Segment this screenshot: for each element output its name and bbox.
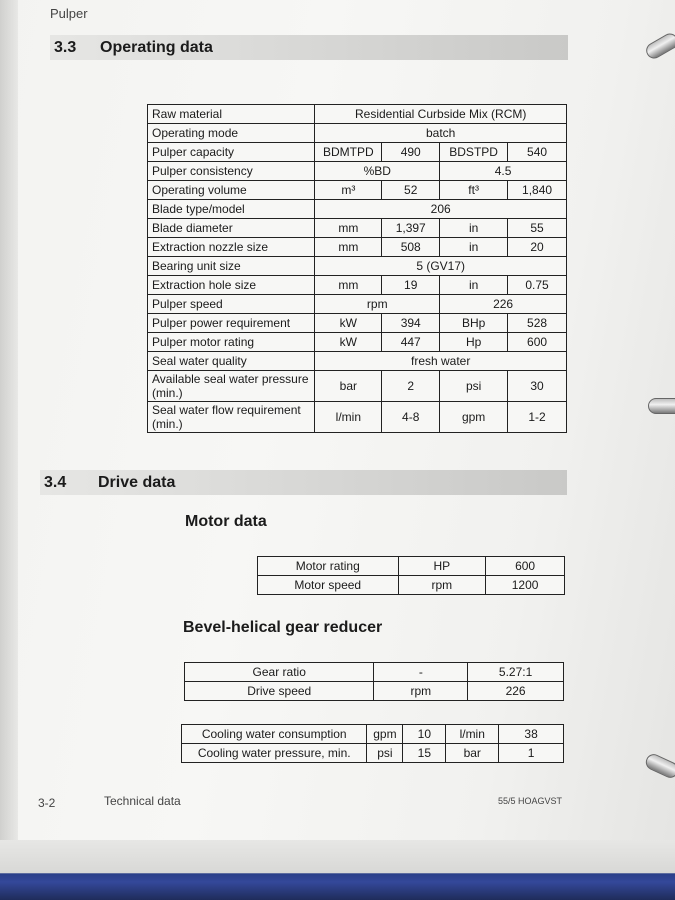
section-title: Operating data bbox=[100, 38, 213, 56]
row-value: 600 bbox=[486, 557, 565, 576]
row-value: psi bbox=[367, 744, 403, 763]
row-value: gpm bbox=[367, 725, 403, 744]
section-title: Drive data bbox=[98, 473, 176, 491]
binding-edge bbox=[0, 0, 18, 900]
row-value: 1,397 bbox=[382, 219, 440, 238]
row-label: Operating volume bbox=[148, 181, 315, 200]
row-label: Extraction hole size bbox=[148, 276, 315, 295]
row-value: 52 bbox=[382, 181, 440, 200]
footer-doc-code: 55/5 HOAGVST bbox=[498, 796, 563, 806]
row-value: 508 bbox=[382, 238, 440, 257]
row-value: bar bbox=[446, 744, 499, 763]
table-row bbox=[148, 238, 567, 257]
row-value: bar bbox=[315, 371, 382, 402]
row-value: 394 bbox=[382, 314, 440, 333]
row-value: kW bbox=[315, 333, 382, 352]
row-value: BDMTPD bbox=[315, 143, 382, 162]
row-value: ft³ bbox=[440, 181, 508, 200]
row-value: 5 (GV17) bbox=[315, 257, 567, 276]
row-value: in bbox=[440, 238, 508, 257]
gear-reducer-table bbox=[184, 662, 564, 701]
row-value: 4.5 bbox=[440, 162, 567, 181]
table-row bbox=[185, 682, 564, 701]
row-value: rpm bbox=[398, 576, 486, 595]
row-value: batch bbox=[315, 124, 567, 143]
row-value: l/min bbox=[315, 402, 382, 433]
table-row bbox=[148, 200, 567, 219]
row-label: Extraction nozzle size bbox=[148, 238, 315, 257]
row-value: 20 bbox=[508, 238, 567, 257]
row-value: 55 bbox=[508, 219, 567, 238]
row-value: 226 bbox=[468, 682, 564, 701]
section-number: 3.4 bbox=[44, 473, 67, 491]
row-value: fresh water bbox=[315, 352, 567, 371]
row-value: 226 bbox=[440, 295, 567, 314]
row-value: 30 bbox=[508, 371, 567, 402]
row-value: m³ bbox=[315, 181, 382, 200]
row-value: BDSTPD bbox=[440, 143, 508, 162]
row-value: Hp bbox=[440, 333, 508, 352]
row-value: rpm bbox=[315, 295, 440, 314]
row-value: 4-8 bbox=[382, 402, 440, 433]
row-label: Seal water quality bbox=[148, 352, 315, 371]
row-value: in bbox=[440, 276, 508, 295]
row-value: 15 bbox=[403, 744, 446, 763]
row-value: rpm bbox=[374, 682, 468, 701]
gear-reducer-heading: Bevel-helical gear reducer bbox=[183, 619, 383, 636]
table-row bbox=[258, 576, 565, 595]
row-value: - bbox=[374, 663, 468, 682]
row-label: Pulper motor rating bbox=[148, 333, 315, 352]
row-value: 1200 bbox=[486, 576, 565, 595]
table-row bbox=[148, 295, 567, 314]
table-row bbox=[148, 219, 567, 238]
row-value: 528 bbox=[508, 314, 567, 333]
row-label: Drive speed bbox=[185, 682, 374, 701]
section-bar-3-3 bbox=[50, 35, 568, 60]
row-value: 1 bbox=[499, 744, 564, 763]
row-label: Seal water flow requirement (min.) bbox=[148, 402, 315, 433]
row-label: Pulper power requirement bbox=[148, 314, 315, 333]
page-number: 3-2 bbox=[38, 796, 56, 810]
motor-data-table bbox=[257, 556, 565, 595]
row-value: %BD bbox=[315, 162, 440, 181]
row-value: 38 bbox=[499, 725, 564, 744]
table-row bbox=[182, 725, 564, 744]
running-header: Pulper bbox=[50, 6, 88, 21]
row-value: 0.75 bbox=[508, 276, 567, 295]
motor-data-heading: Motor data bbox=[185, 513, 267, 530]
row-value: 206 bbox=[315, 200, 567, 219]
binder-ring bbox=[648, 398, 675, 414]
row-value: 19 bbox=[382, 276, 440, 295]
table-row bbox=[148, 333, 567, 352]
footer-chapter: Technical data bbox=[104, 794, 181, 808]
row-label: Bearing unit size bbox=[148, 257, 315, 276]
row-value: Residential Curbside Mix (RCM) bbox=[315, 105, 567, 124]
row-label: Cooling water consumption bbox=[182, 725, 367, 744]
row-label: Pulper speed bbox=[148, 295, 315, 314]
row-value: HP bbox=[398, 557, 486, 576]
table-row bbox=[148, 257, 567, 276]
table-row bbox=[148, 371, 567, 402]
binder-ring bbox=[643, 31, 675, 62]
table-row bbox=[148, 143, 567, 162]
row-value: 10 bbox=[403, 725, 446, 744]
table-row bbox=[148, 181, 567, 200]
row-value: 1,840 bbox=[508, 181, 567, 200]
table-row bbox=[148, 352, 567, 371]
row-value: psi bbox=[440, 371, 508, 402]
row-label: Cooling water pressure, min. bbox=[182, 744, 367, 763]
table-row bbox=[148, 276, 567, 295]
table-row bbox=[185, 663, 564, 682]
table-row bbox=[148, 402, 567, 433]
row-value: 2 bbox=[382, 371, 440, 402]
operating-data-table bbox=[147, 104, 567, 433]
cooling-water-table bbox=[181, 724, 564, 763]
row-value: BHp bbox=[440, 314, 508, 333]
row-value: 1-2 bbox=[508, 402, 567, 433]
row-label: Raw material bbox=[148, 105, 315, 124]
row-label: Pulper capacity bbox=[148, 143, 315, 162]
row-value: kW bbox=[315, 314, 382, 333]
section-bar-3-4 bbox=[40, 470, 567, 495]
row-value: 490 bbox=[382, 143, 440, 162]
row-value: 600 bbox=[508, 333, 567, 352]
table-row bbox=[258, 557, 565, 576]
row-value: l/min bbox=[446, 725, 499, 744]
table-row bbox=[148, 124, 567, 143]
row-value: 540 bbox=[508, 143, 567, 162]
table-row bbox=[148, 105, 567, 124]
row-value: gpm bbox=[440, 402, 508, 433]
row-label: Motor speed bbox=[258, 576, 399, 595]
row-value: mm bbox=[315, 219, 382, 238]
section-number: 3.3 bbox=[54, 38, 77, 56]
row-value: in bbox=[440, 219, 508, 238]
row-label: Gear ratio bbox=[185, 663, 374, 682]
row-label: Blade diameter bbox=[148, 219, 315, 238]
table-row bbox=[148, 314, 567, 333]
row-label: Motor rating bbox=[258, 557, 399, 576]
row-value: mm bbox=[315, 276, 382, 295]
row-value: mm bbox=[315, 238, 382, 257]
row-value: 5.27:1 bbox=[468, 663, 564, 682]
binder-cover-edge bbox=[0, 840, 675, 900]
row-label: Pulper consistency bbox=[148, 162, 315, 181]
row-label: Available seal water pressure (min.) bbox=[148, 371, 315, 402]
row-label: Blade type/model bbox=[148, 200, 315, 219]
table-row bbox=[182, 744, 564, 763]
row-label: Operating mode bbox=[148, 124, 315, 143]
table-row bbox=[148, 162, 567, 181]
row-value: 447 bbox=[382, 333, 440, 352]
binder-ring bbox=[643, 752, 675, 781]
